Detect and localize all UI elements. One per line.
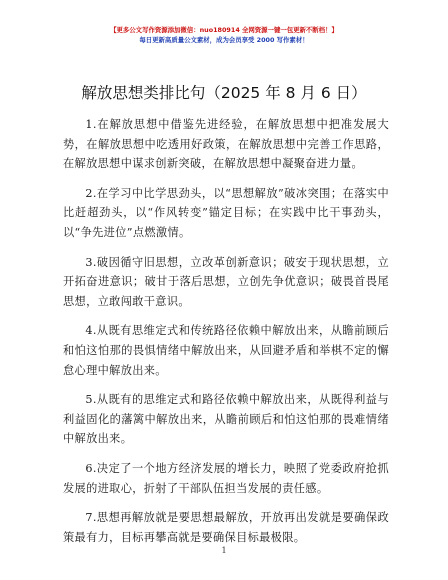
page-number: 1	[221, 546, 227, 555]
document-title: 解放思想类排比句（2025 年 8 月 6 日）	[81, 84, 367, 102]
list-item: 1.在解放思想中借鉴先进经验，在解放思想中把准发展大势，在解放思想中吃透用好政策，在解放思想中完善工作思路，在解放思想中谋求创新突破，在解放思想中凝聚奋进力量。	[63, 118, 389, 171]
promo-banner	[0, 26, 448, 45]
list-item: 6.决定了一个地方经济发展的增长力，映照了党委政府抢抓发展的进取心，折射了干部队伍担当发展的责任感。	[63, 461, 389, 495]
promo-banner-line2: 每日更新高质量公文素材，成为会员享受 2000 写作素材！	[139, 36, 309, 44]
list-item: 7.思想再解放就是要思想最解放，开放再出发就是要确保政策最有力，目标再攀高就是要确保目标最极限。	[63, 511, 389, 544]
parallel-sentence-list	[63, 115, 389, 557]
promo-banner-line1: 【更多公文写作资源添加微信：nuo180914 全网资源一键一包更新不断档！】	[110, 26, 338, 34]
list-item: 5.从既有的思维定式和路径依赖中解放出来，从既得利益与利益固化的藩篱中解放出来，从瞻前顾后和怕这怕那的畏难情绪中解放出来。	[63, 393, 389, 446]
list-item: 4.从既有思维定式和传统路径依赖中解放出来，从瞻前顾后和怕这怕那的畏惧情绪中解放出来，从回避矛盾和举棋不定的懈怠心理中解放出来。	[63, 324, 389, 377]
list-item: 3.破因循守旧思想，立改革创新意识；破安于现状思想，立开拓奋进意识；破甘于落后思想，立创先争优意识；破畏首畏尾思想，立敢闯敢干意识。	[63, 255, 389, 308]
list-item: 2.在学习中比学思劲头，以“思想解放”破冰突围；在落实中比赶超劲头，以“作风转变”锚定目标；在实践中比干事劲头，以“争先进位”点燃激情。	[63, 186, 389, 239]
